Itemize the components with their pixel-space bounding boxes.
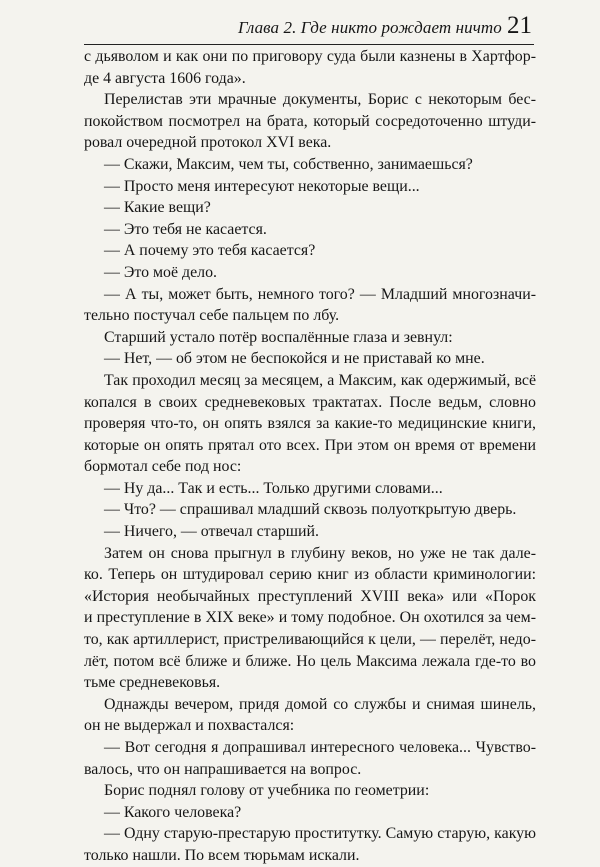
text-line: — А почему это тебя касается? [104,242,316,260]
text-line: лёт, потом всё ближе и ближе. Но цель Максима лежала где-то во [84,652,536,670]
text-line: Борис поднял голову от учебника по геометрии: [104,782,430,800]
text-line: тельно постучал себе пальцем по лбу. [84,307,340,325]
text-line: «История необычайных преступлений XVIII века» или «Порок [84,587,536,605]
text-line: с дьяволом и как они по приговору суда были казнены в Хартфор- [84,48,536,65]
text-line: — Какие вещи? [104,199,211,217]
text-line: ровал очередной протокол XVI века. [84,134,332,152]
text-line: — Одну старую-престарую проститутку. Самую старую, какую [104,825,536,843]
text-line: — Какого человека? [104,803,242,821]
text-line: Старший устало потёр воспалённые глаза и зевнул: [104,328,453,346]
text-line: — Просто меня интересуют некоторые вещи... [104,177,420,195]
text-line: — Что? — спрашивал младший сквозь полуоткрытую дверь. [104,501,517,519]
chapter-title: Глава 2. Где никто рождает ничто [238,18,502,37]
text-line: Затем он снова прыгнул в глубину веков, но уже не так дале- [104,544,536,562]
text-line: бормотал себе под нос: [84,458,242,476]
text-line: — Скажи, Максим, чем ты, собственно, занимаешься? [104,155,473,173]
text-line: — Нет, — об этом не беспокойся и не приставай ко мне. [104,350,485,368]
text-line: копался в своих средневековых трактатах. После ведьм, словно [84,393,536,411]
text-line: и преступление в XIX веке» и тому подобное. Он охотился за чем- [84,609,536,627]
text-line: — Это тебя не касается. [104,220,267,238]
page-number: 21 [507,12,532,39]
text-line: — Вот сегодня я допрашивал интересного человека... Чувство- [104,739,536,756]
text-line: Однажды вечером, придя домой со службы и снимая шинель, [104,695,536,713]
text-line: он не выдержал и похвастался: [84,717,295,735]
text-line: Перелистав эти мрачные документы, Борис с некоторым бес- [104,91,536,109]
text-line: то, как артиллерист, пристреливающийся к цели, — перелёт, недо- [84,631,536,649]
text-line: — Это моё дело. [104,263,218,281]
text-line: — А ты, может быть, немного того? — Младший многозначи- [104,285,536,303]
text-line: только нашли. По всем тюрьмам искали. [84,846,360,864]
text-line: Так проходил месяц за месяцем, а Максим, как одержимый, всё [104,371,536,389]
text-line: — Ну да... Так и есть... Только другими словами... [104,479,443,497]
text-line: де 4 августа 1606 года». [84,69,246,87]
running-header [84,8,534,45]
text-line: валось, что он напрашивается на вопрос. [84,760,362,778]
text-line: которые он опять прятал ото всех. При этом он время от времени [84,436,536,454]
text-line: проверяя что-то, он опять взялся за какие-то медицинские книги, [84,415,536,433]
text-line: ко. Теперь он штудировал серию книг из области криминологии: [84,566,536,584]
text-line: тьме средневековья. [84,674,221,692]
text-line: — Ничего, — отвечал старший. [104,523,320,541]
text-line: покойством посмотрел на брата, который сосредоточенно штуди- [84,112,536,130]
body-text [84,46,536,867]
